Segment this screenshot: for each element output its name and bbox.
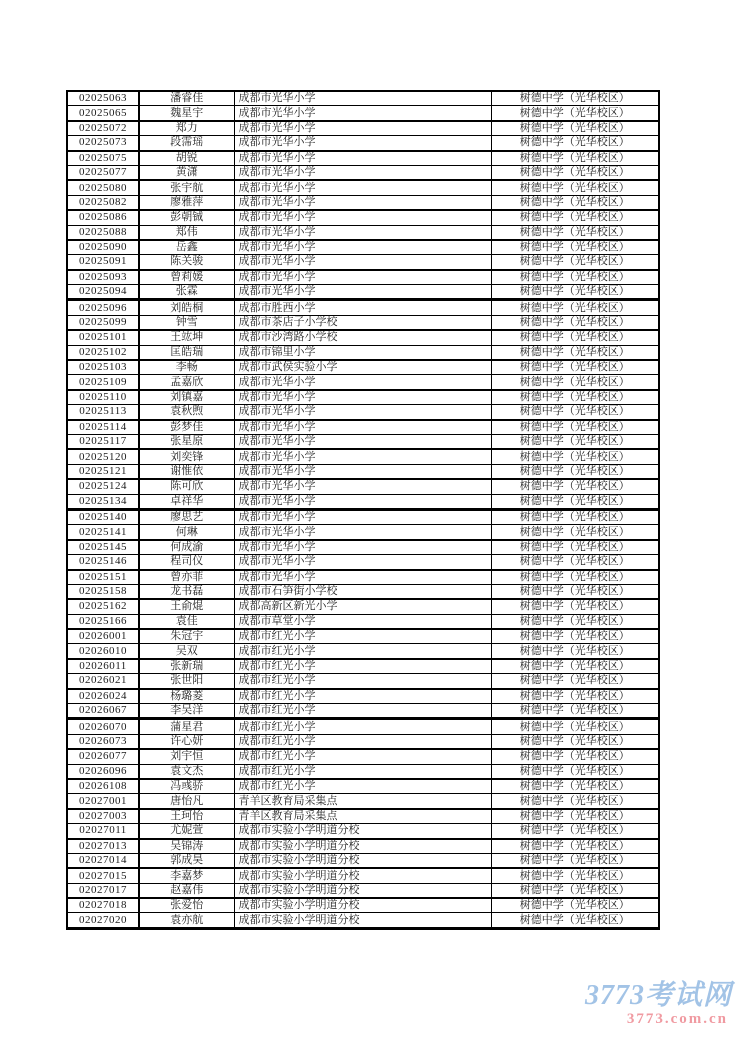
table-row xyxy=(67,719,659,734)
primary-school-cell: 成都市光华小学 xyxy=(234,165,491,180)
table-row xyxy=(67,824,659,839)
student-id-cell: 02027015 xyxy=(67,868,139,883)
admitted-school-cell: 树德中学（光华校区） xyxy=(491,883,659,898)
student-id-cell: 02026011 xyxy=(67,659,139,674)
admitted-school-cell: 树德中学（光华校区） xyxy=(491,659,659,674)
primary-school-cell: 成都市红光小学 xyxy=(234,779,491,794)
table-row xyxy=(67,375,659,390)
table-row xyxy=(67,180,659,195)
primary-school-cell: 成都市实验小学明道分校 xyxy=(234,898,491,913)
admitted-school-cell: 树德中学（光华校区） xyxy=(491,479,659,494)
primary-school-cell: 成都市光华小学 xyxy=(234,570,491,585)
student-name-cell: 李畅 xyxy=(139,360,234,375)
primary-school-cell: 成都市光华小学 xyxy=(234,375,491,390)
admitted-school-cell: 树德中学（光华校区） xyxy=(491,494,659,509)
admitted-school-cell: 树德中学（光华校区） xyxy=(491,91,659,106)
student-id-cell: 02027001 xyxy=(67,794,139,809)
student-id-cell: 02025109 xyxy=(67,375,139,390)
admitted-school-cell: 树德中学（光华校区） xyxy=(491,913,659,928)
primary-school-cell: 成都市光华小学 xyxy=(234,479,491,494)
primary-school-cell: 成都市光华小学 xyxy=(234,420,491,435)
table-row xyxy=(67,390,659,405)
admitted-school-cell: 树德中学（光华校区） xyxy=(491,405,659,420)
student-name-cell: 黄潇 xyxy=(139,165,234,180)
student-name-cell: 刘皓桐 xyxy=(139,300,234,315)
student-id-cell: 02025141 xyxy=(67,525,139,540)
primary-school-cell: 成都市石笋街小学校 xyxy=(234,584,491,599)
primary-school-cell: 成都市光华小学 xyxy=(234,285,491,300)
table-row xyxy=(67,509,659,524)
table-row xyxy=(67,644,659,659)
student-name-cell: 刘奕锋 xyxy=(139,449,234,464)
student-name-cell: 杨璐菱 xyxy=(139,689,234,704)
table-row xyxy=(67,839,659,854)
student-name-cell: 王珂怡 xyxy=(139,809,234,824)
student-id-cell: 02027017 xyxy=(67,883,139,898)
student-name-cell: 谢惟依 xyxy=(139,464,234,479)
student-id-cell: 02025086 xyxy=(67,210,139,225)
primary-school-cell: 成都市光华小学 xyxy=(234,151,491,166)
admitted-school-cell: 树德中学（光华校区） xyxy=(491,255,659,270)
table-row xyxy=(67,570,659,585)
admitted-school-cell: 树德中学（光华校区） xyxy=(491,136,659,151)
student-name-cell: 卓祥华 xyxy=(139,494,234,509)
student-name-cell: 袁文杰 xyxy=(139,764,234,779)
student-id-cell: 02026077 xyxy=(67,749,139,764)
student-name-cell: 岳鑫 xyxy=(139,240,234,255)
primary-school-cell: 成都市光华小学 xyxy=(234,91,491,106)
student-name-cell: 匡皓瑞 xyxy=(139,345,234,360)
student-id-cell: 02025110 xyxy=(67,390,139,405)
student-id-cell: 02027020 xyxy=(67,913,139,928)
admitted-school-cell: 树德中学（光华校区） xyxy=(491,390,659,405)
student-id-cell: 02027013 xyxy=(67,839,139,854)
table-row xyxy=(67,794,659,809)
admitted-school-cell: 树德中学（光华校区） xyxy=(491,749,659,764)
primary-school-cell: 成都市实验小学明道分校 xyxy=(234,839,491,854)
site-watermark xyxy=(585,982,732,1028)
student-id-cell: 02025120 xyxy=(67,449,139,464)
student-name-cell: 段霈瑶 xyxy=(139,136,234,151)
admitted-school-cell: 树德中学（光华校区） xyxy=(491,151,659,166)
primary-school-cell: 成都市草堂小学 xyxy=(234,614,491,629)
table-row xyxy=(67,629,659,644)
student-name-cell: 袁佳 xyxy=(139,614,234,629)
student-name-cell: 袁秋煦 xyxy=(139,405,234,420)
student-id-cell: 02025103 xyxy=(67,360,139,375)
primary-school-cell: 成都市光华小学 xyxy=(234,525,491,540)
admitted-school-cell: 树德中学（光华校区） xyxy=(491,270,659,285)
student-name-cell: 尤妮萱 xyxy=(139,824,234,839)
admitted-school-cell: 树德中学（光华校区） xyxy=(491,689,659,704)
table-row xyxy=(67,300,659,315)
primary-school-cell: 成都市光华小学 xyxy=(234,390,491,405)
admitted-school-cell: 树德中学（光华校区） xyxy=(491,629,659,644)
student-id-cell: 02025145 xyxy=(67,540,139,555)
table-row xyxy=(67,315,659,330)
primary-school-cell: 成都市红光小学 xyxy=(234,659,491,674)
table-row xyxy=(67,91,659,106)
primary-school-cell: 成都市实验小学明道分校 xyxy=(234,883,491,898)
primary-school-cell: 成都市红光小学 xyxy=(234,674,491,689)
table-row xyxy=(67,749,659,764)
admitted-school-cell: 树德中学（光华校区） xyxy=(491,614,659,629)
admitted-school-cell: 树德中学（光华校区） xyxy=(491,898,659,913)
table-row xyxy=(67,898,659,913)
primary-school-cell: 成都市沙湾路小学校 xyxy=(234,330,491,345)
table-row xyxy=(67,674,659,689)
admitted-school-cell: 树德中学（光华校区） xyxy=(491,704,659,719)
admitted-school-cell: 树德中学（光华校区） xyxy=(491,734,659,749)
student-name-cell: 王竑坤 xyxy=(139,330,234,345)
student-name-cell: 程司仪 xyxy=(139,555,234,570)
student-id-cell: 02027003 xyxy=(67,809,139,824)
primary-school-cell: 成都市茶店子小学校 xyxy=(234,315,491,330)
admitted-school-cell: 树德中学（光华校区） xyxy=(491,839,659,854)
student-id-cell: 02025091 xyxy=(67,255,139,270)
student-name-cell: 张霖 xyxy=(139,285,234,300)
table-row xyxy=(67,195,659,210)
student-id-cell: 02025134 xyxy=(67,494,139,509)
student-name-cell: 曾莉媛 xyxy=(139,270,234,285)
student-id-cell: 02025140 xyxy=(67,509,139,524)
student-id-cell: 02025065 xyxy=(67,106,139,121)
primary-school-cell: 成都市光华小学 xyxy=(234,106,491,121)
primary-school-cell: 成都市光华小学 xyxy=(234,210,491,225)
admitted-school-cell: 树德中学（光华校区） xyxy=(491,315,659,330)
student-name-cell: 曾亦菲 xyxy=(139,570,234,585)
admitted-school-cell: 树德中学（光华校区） xyxy=(491,599,659,614)
table-row xyxy=(67,360,659,375)
table-row xyxy=(67,599,659,614)
primary-school-cell: 成都市红光小学 xyxy=(234,689,491,704)
student-id-cell: 02025082 xyxy=(67,195,139,210)
primary-school-cell: 成都市光华小学 xyxy=(234,555,491,570)
student-name-cell: 刘宇恒 xyxy=(139,749,234,764)
primary-school-cell: 成都市光华小学 xyxy=(234,195,491,210)
student-id-cell: 02026108 xyxy=(67,779,139,794)
student-id-cell: 02025073 xyxy=(67,136,139,151)
primary-school-cell: 成都市红光小学 xyxy=(234,749,491,764)
table-row xyxy=(67,479,659,494)
table-row xyxy=(67,136,659,151)
student-name-cell: 廖雅萍 xyxy=(139,195,234,210)
admitted-school-cell: 树德中学（光华校区） xyxy=(491,434,659,449)
admitted-school-cell: 树德中学（光华校区） xyxy=(491,555,659,570)
table-row xyxy=(67,868,659,883)
table-row xyxy=(67,734,659,749)
student-id-cell: 02026010 xyxy=(67,644,139,659)
table-row xyxy=(67,764,659,779)
student-name-cell: 袁亦航 xyxy=(139,913,234,928)
admitted-school-cell: 树德中学（光华校区） xyxy=(491,809,659,824)
student-name-cell: 赵嘉伟 xyxy=(139,883,234,898)
primary-school-cell: 成都市光华小学 xyxy=(234,509,491,524)
table-row xyxy=(67,270,659,285)
primary-school-cell: 成都市红光小学 xyxy=(234,629,491,644)
table-row xyxy=(67,255,659,270)
admitted-school-cell: 树德中学（光华校区） xyxy=(491,360,659,375)
admitted-school-cell: 树德中学（光华校区） xyxy=(491,165,659,180)
student-id-cell: 02025072 xyxy=(67,121,139,136)
student-name-cell: 郭成昊 xyxy=(139,853,234,868)
student-name-cell: 张新瑞 xyxy=(139,659,234,674)
student-name-cell: 吴双 xyxy=(139,644,234,659)
table-row xyxy=(67,240,659,255)
primary-school-cell: 青羊区教育局采集点 xyxy=(234,794,491,809)
student-id-cell: 02027014 xyxy=(67,853,139,868)
primary-school-cell: 成都市光华小学 xyxy=(234,434,491,449)
primary-school-cell: 成都市光华小学 xyxy=(234,449,491,464)
admitted-school-cell: 树德中学（光华校区） xyxy=(491,525,659,540)
student-name-cell: 郑力 xyxy=(139,121,234,136)
student-id-cell: 02025077 xyxy=(67,165,139,180)
primary-school-cell: 成都市光华小学 xyxy=(234,136,491,151)
table-row xyxy=(67,809,659,824)
admitted-school-cell: 树德中学（光华校区） xyxy=(491,195,659,210)
table-row xyxy=(67,464,659,479)
primary-school-cell: 成都市实验小学明道分校 xyxy=(234,853,491,868)
table-row xyxy=(67,121,659,136)
primary-school-cell: 成都市光华小学 xyxy=(234,494,491,509)
student-name-cell: 胡锐 xyxy=(139,151,234,166)
student-name-cell: 蒲星君 xyxy=(139,719,234,734)
admitted-school-cell: 树德中学（光华校区） xyxy=(491,779,659,794)
student-name-cell: 陈可欣 xyxy=(139,479,234,494)
primary-school-cell: 成都市光华小学 xyxy=(234,240,491,255)
student-name-cell: 张世阳 xyxy=(139,674,234,689)
student-id-cell: 02026021 xyxy=(67,674,139,689)
student-id-cell: 02025093 xyxy=(67,270,139,285)
student-id-cell: 02025090 xyxy=(67,240,139,255)
primary-school-cell: 成都市红光小学 xyxy=(234,704,491,719)
table-row xyxy=(67,285,659,300)
student-name-cell: 王俞焜 xyxy=(139,599,234,614)
admitted-school-cell: 树德中学（光华校区） xyxy=(491,345,659,360)
student-name-cell: 郑伟 xyxy=(139,225,234,240)
student-name-cell: 潘睿佳 xyxy=(139,91,234,106)
table-row xyxy=(67,659,659,674)
student-name-cell: 钟雪 xyxy=(139,315,234,330)
student-id-cell: 02025162 xyxy=(67,599,139,614)
primary-school-cell: 成都市光华小学 xyxy=(234,405,491,420)
primary-school-cell: 成都市红光小学 xyxy=(234,734,491,749)
student-id-cell: 02025117 xyxy=(67,434,139,449)
table-row xyxy=(67,210,659,225)
roster-body xyxy=(67,91,659,928)
student-id-cell: 02027011 xyxy=(67,824,139,839)
primary-school-cell: 成都市武侯实验小学 xyxy=(234,360,491,375)
table-row xyxy=(67,225,659,240)
admitted-school-cell: 树德中学（光华校区） xyxy=(491,540,659,555)
table-row xyxy=(67,151,659,166)
admitted-school-cell: 树德中学（光华校区） xyxy=(491,868,659,883)
admitted-school-cell: 树德中学（光华校区） xyxy=(491,824,659,839)
table-row xyxy=(67,540,659,555)
student-id-cell: 02025158 xyxy=(67,584,139,599)
primary-school-cell: 成都市光华小学 xyxy=(234,180,491,195)
student-id-cell: 02025088 xyxy=(67,225,139,240)
student-id-cell: 02026001 xyxy=(67,629,139,644)
admitted-school-cell: 树德中学（光华校区） xyxy=(491,794,659,809)
table-row xyxy=(67,165,659,180)
admitted-school-cell: 树德中学（光华校区） xyxy=(491,330,659,345)
student-name-cell: 刘镇嘉 xyxy=(139,390,234,405)
student-id-cell: 02026073 xyxy=(67,734,139,749)
admitted-school-cell: 树德中学（光华校区） xyxy=(491,449,659,464)
primary-school-cell: 成都市锦里小学 xyxy=(234,345,491,360)
admitted-school-cell: 树德中学（光华校区） xyxy=(491,719,659,734)
table-row xyxy=(67,584,659,599)
table-row xyxy=(67,330,659,345)
student-id-cell: 02025063 xyxy=(67,91,139,106)
table-row xyxy=(67,420,659,435)
primary-school-cell: 成都市实验小学明道分校 xyxy=(234,868,491,883)
student-name-cell: 张爱怡 xyxy=(139,898,234,913)
table-row xyxy=(67,614,659,629)
primary-school-cell: 成都市红光小学 xyxy=(234,719,491,734)
admitted-school-cell: 树德中学（光华校区） xyxy=(491,853,659,868)
primary-school-cell: 青羊区教育局采集点 xyxy=(234,809,491,824)
watermark-site-name: 3773考试网 xyxy=(584,980,732,1011)
table-row xyxy=(67,779,659,794)
student-id-cell: 02026067 xyxy=(67,704,139,719)
table-row xyxy=(67,704,659,719)
admitted-school-cell: 树德中学（光华校区） xyxy=(491,180,659,195)
student-name-cell: 朱冠宇 xyxy=(139,629,234,644)
student-id-cell: 02025113 xyxy=(67,405,139,420)
primary-school-cell: 成都市光华小学 xyxy=(234,121,491,136)
table-row xyxy=(67,555,659,570)
student-name-cell: 许心妍 xyxy=(139,734,234,749)
primary-school-cell: 成都市光华小学 xyxy=(234,255,491,270)
student-name-cell: 魏星宇 xyxy=(139,106,234,121)
primary-school-cell: 成都高新区新光小学 xyxy=(234,599,491,614)
student-id-cell: 02025096 xyxy=(67,300,139,315)
student-id-cell: 02025151 xyxy=(67,570,139,585)
student-id-cell: 02025121 xyxy=(67,464,139,479)
admitted-school-cell: 树德中学（光华校区） xyxy=(491,375,659,390)
table-row xyxy=(67,494,659,509)
primary-school-cell: 成都市光华小学 xyxy=(234,225,491,240)
primary-school-cell: 成都市红光小学 xyxy=(234,764,491,779)
admitted-school-cell: 树德中学（光华校区） xyxy=(491,464,659,479)
student-id-cell: 02025099 xyxy=(67,315,139,330)
admitted-school-cell: 树德中学（光华校区） xyxy=(491,210,659,225)
table-row xyxy=(67,525,659,540)
student-id-cell: 02026024 xyxy=(67,689,139,704)
student-id-cell: 02025101 xyxy=(67,330,139,345)
admission-roster-table xyxy=(66,90,660,930)
student-name-cell: 冯彧骄 xyxy=(139,779,234,794)
table-row xyxy=(67,449,659,464)
student-name-cell: 何琳 xyxy=(139,525,234,540)
student-name-cell: 彭梦佳 xyxy=(139,420,234,435)
student-id-cell: 02026096 xyxy=(67,764,139,779)
student-name-cell: 彭朝铖 xyxy=(139,210,234,225)
admitted-school-cell: 树德中学（光华校区） xyxy=(491,644,659,659)
student-id-cell: 02025094 xyxy=(67,285,139,300)
table-row xyxy=(67,405,659,420)
admitted-school-cell: 树德中学（光华校区） xyxy=(491,225,659,240)
primary-school-cell: 成都市实验小学明道分校 xyxy=(234,913,491,928)
admitted-school-cell: 树德中学（光华校区） xyxy=(491,240,659,255)
table-row xyxy=(67,106,659,121)
primary-school-cell: 成都市胜西小学 xyxy=(234,300,491,315)
admitted-school-cell: 树德中学（光华校区） xyxy=(491,121,659,136)
admitted-school-cell: 树德中学（光华校区） xyxy=(491,106,659,121)
table-row xyxy=(67,883,659,898)
student-name-cell: 唐怡凡 xyxy=(139,794,234,809)
table-row xyxy=(67,913,659,928)
student-id-cell: 02025102 xyxy=(67,345,139,360)
student-name-cell: 廖思艺 xyxy=(139,509,234,524)
admitted-school-cell: 树德中学（光华校区） xyxy=(491,285,659,300)
student-name-cell: 张宇航 xyxy=(139,180,234,195)
primary-school-cell: 成都市红光小学 xyxy=(234,644,491,659)
primary-school-cell: 成都市光华小学 xyxy=(234,464,491,479)
student-name-cell: 陈关骏 xyxy=(139,255,234,270)
student-id-cell: 02025080 xyxy=(67,180,139,195)
student-id-cell: 02025124 xyxy=(67,479,139,494)
table-row xyxy=(67,689,659,704)
student-id-cell: 02025166 xyxy=(67,614,139,629)
admitted-school-cell: 树德中学（光华校区） xyxy=(491,764,659,779)
student-name-cell: 何成渝 xyxy=(139,540,234,555)
student-name-cell: 李吴洋 xyxy=(139,704,234,719)
watermark-site-url: 3773.com.cn xyxy=(626,1011,728,1027)
admitted-school-cell: 树德中学（光华校区） xyxy=(491,674,659,689)
student-id-cell: 02027018 xyxy=(67,898,139,913)
student-name-cell: 张星原 xyxy=(139,434,234,449)
admitted-school-cell: 树德中学（光华校区） xyxy=(491,570,659,585)
admitted-school-cell: 树德中学（光华校区） xyxy=(491,300,659,315)
primary-school-cell: 成都市实验小学明道分校 xyxy=(234,824,491,839)
student-id-cell: 02026070 xyxy=(67,719,139,734)
table-row xyxy=(67,345,659,360)
student-name-cell: 吴锦涛 xyxy=(139,839,234,854)
table-row xyxy=(67,853,659,868)
student-name-cell: 李嘉梦 xyxy=(139,868,234,883)
primary-school-cell: 成都市光华小学 xyxy=(234,540,491,555)
admitted-school-cell: 树德中学（光华校区） xyxy=(491,420,659,435)
student-id-cell: 02025075 xyxy=(67,151,139,166)
admitted-school-cell: 树德中学（光华校区） xyxy=(491,509,659,524)
student-name-cell: 龙书磊 xyxy=(139,584,234,599)
table-row xyxy=(67,434,659,449)
student-id-cell: 02025146 xyxy=(67,555,139,570)
primary-school-cell: 成都市光华小学 xyxy=(234,270,491,285)
student-id-cell: 02025114 xyxy=(67,420,139,435)
student-name-cell: 孟嘉欣 xyxy=(139,375,234,390)
admitted-school-cell: 树德中学（光华校区） xyxy=(491,584,659,599)
